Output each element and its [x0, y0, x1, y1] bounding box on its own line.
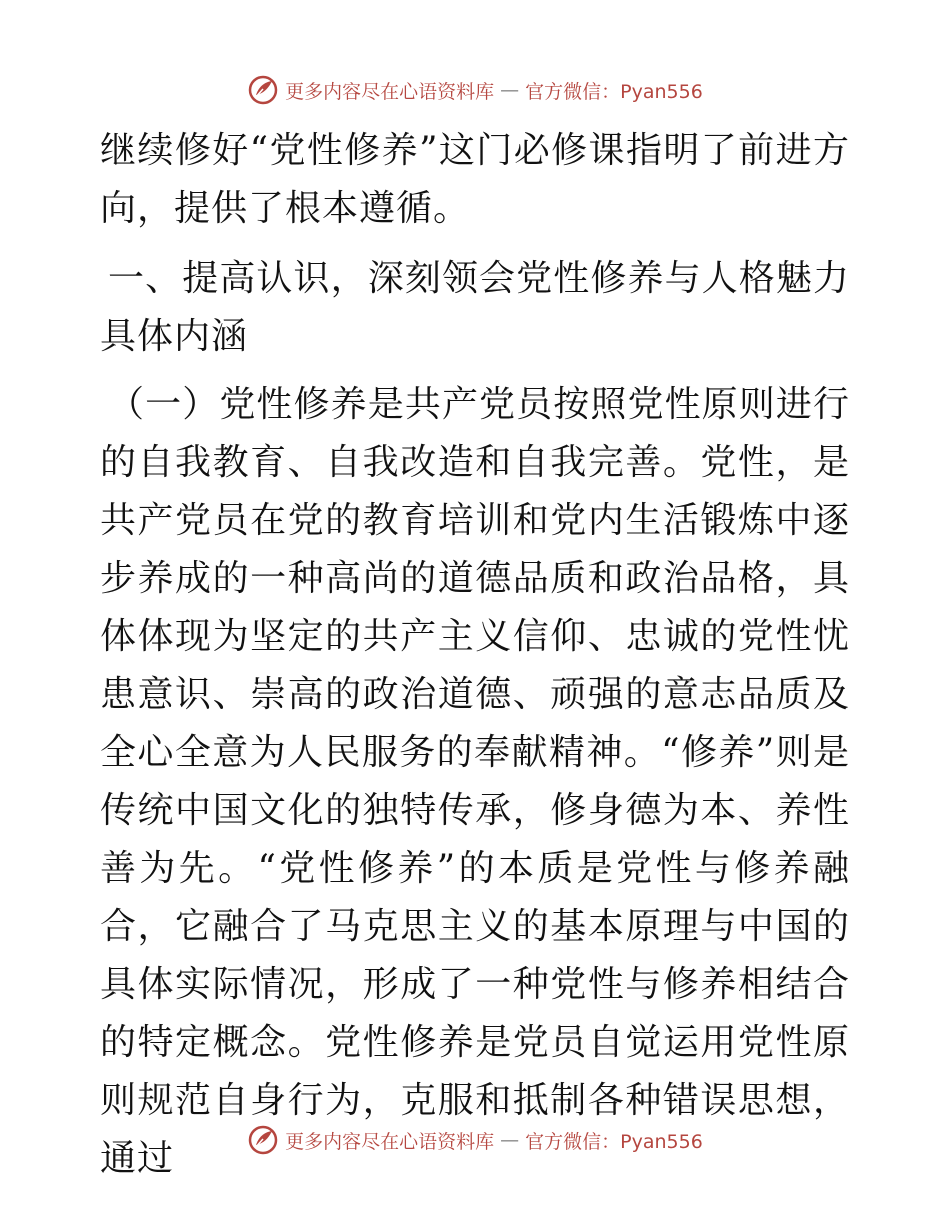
watermark-separator: —	[500, 79, 520, 101]
watermark-text: 更多内容尽在心语资料库	[285, 1130, 495, 1153]
section-heading: 一、提高认识，深刻领会党性修养与人格魅力具体内涵	[100, 258, 850, 357]
body-paragraph: （一）党性修养是共产党员按照党性原则进行的自我教育、自我改造和自我完善。党性，是共产党员在党的教育培训和党内生活锻炼中逐步养成的一种高尚的道德品质和政治品格，具体体现为坚定的共产主义信仰、忠诚的党性忧患意识、崇高的政治道德、顽强的意志品质及全心全意为人民服务的奉献精神。“修养”则是传统中国文化的独特传承，修身德为本、养性善为先。“党性修养”的本质是党性与修养融合，它融合了马克思主义的基本原理与中国的具体实际情况，形成了一种党性与修养相结合的特定概念。党性修养是党员自觉运用党性原则规范自身行为，克服和抵制各种错误思想，通过	[100, 384, 850, 1179]
header-watermark	[0, 74, 950, 106]
leaf-emblem-icon	[247, 74, 279, 106]
leaf-emblem-icon	[247, 1124, 279, 1156]
document-body	[100, 122, 850, 1188]
footer-watermark	[0, 1124, 950, 1156]
watermark-separator: —	[500, 1129, 520, 1151]
intro-paragraph: 继续修好“党性修养”这门必修课指明了前进方向，提供了根本遵循。	[100, 130, 850, 229]
watermark-account: 官方微信：Pyan556	[525, 80, 703, 103]
watermark-account: 官方微信：Pyan556	[525, 1130, 703, 1153]
watermark-text: 更多内容尽在心语资料库	[285, 80, 495, 103]
